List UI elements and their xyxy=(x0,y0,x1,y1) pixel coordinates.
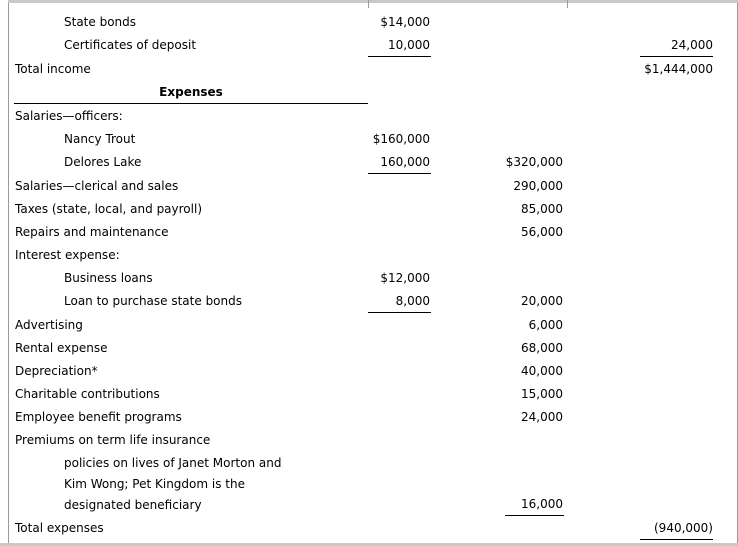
underline-rule xyxy=(505,515,564,516)
nancy-trout-amount: $160,000 xyxy=(372,132,430,146)
premiums-line-2: Kim Wong; Pet Kingdom is the xyxy=(64,477,245,491)
premiums-line-3: designated beneficiary xyxy=(64,498,202,512)
taxes-amount: 85,000 xyxy=(521,202,563,216)
underline-rule xyxy=(640,539,713,540)
heading-rule xyxy=(14,103,368,104)
repairs-label: Repairs and maintenance xyxy=(15,225,169,239)
underline-rule xyxy=(368,56,431,57)
premiums-amount: 16,000 xyxy=(521,497,563,511)
total-expenses-amount: (940,000) xyxy=(654,521,713,535)
business-loans-amount: $12,000 xyxy=(380,271,430,285)
total-expenses-label: Total expenses xyxy=(15,521,104,535)
charitable-amount: 15,000 xyxy=(521,387,563,401)
total-income-label: Total income xyxy=(15,62,91,76)
charitable-label: Charitable contributions xyxy=(15,387,160,401)
interest-expense-subtotal: 20,000 xyxy=(521,294,563,308)
benefits-amount: 24,000 xyxy=(521,410,563,424)
state-bonds-amount: $14,000 xyxy=(380,15,430,29)
salaries-officers-subtotal: $320,000 xyxy=(505,155,563,169)
interest-income-subtotal: 24,000 xyxy=(671,38,713,52)
advertising-label: Advertising xyxy=(15,318,83,332)
underline-rule xyxy=(640,56,713,57)
cds-amount: 10,000 xyxy=(388,38,430,52)
benefits-label: Employee benefit programs xyxy=(15,410,182,424)
cds-label: Certificates of deposit xyxy=(64,38,197,52)
nancy-trout-label: Nancy Trout xyxy=(64,132,136,146)
delores-lake-amount: 160,000 xyxy=(380,155,430,169)
delores-lake-label: Delores Lake xyxy=(64,155,142,169)
salaries-officers-label: Salaries—officers: xyxy=(15,109,123,123)
underline-rule xyxy=(368,173,431,174)
state-bonds-loan-amount: 8,000 xyxy=(395,294,430,308)
depreciation-label: Depreciation* xyxy=(15,364,98,378)
frame-left-border xyxy=(8,0,9,546)
column-divider xyxy=(567,0,568,8)
repairs-amount: 56,000 xyxy=(521,225,563,239)
depreciation-amount: 40,000 xyxy=(521,364,563,378)
state-bonds-label: State bonds xyxy=(64,15,137,29)
premiums-label: Premiums on term life insurance xyxy=(15,433,211,447)
state-bonds-loan-label: Loan to purchase state bonds xyxy=(64,294,242,308)
advertising-amount: 6,000 xyxy=(528,318,563,332)
interest-expense-label: Interest expense: xyxy=(15,248,120,262)
total-income-amount: $1,444,000 xyxy=(644,62,713,76)
salaries-clerical-amount: 290,000 xyxy=(513,179,563,193)
underline-rule xyxy=(368,312,431,313)
rental-amount: 68,000 xyxy=(521,341,563,355)
premiums-line-1: policies on lives of Janet Morton and xyxy=(64,456,282,470)
expenses-heading: Expenses xyxy=(159,85,223,99)
rental-label: Rental expense xyxy=(15,341,108,355)
business-loans-label: Business loans xyxy=(64,271,153,285)
salaries-clerical-label: Salaries—clerical and sales xyxy=(15,179,179,193)
frame-top-border xyxy=(8,0,738,3)
taxes-label: Taxes (state, local, and payroll) xyxy=(15,202,203,216)
column-divider xyxy=(368,0,369,8)
